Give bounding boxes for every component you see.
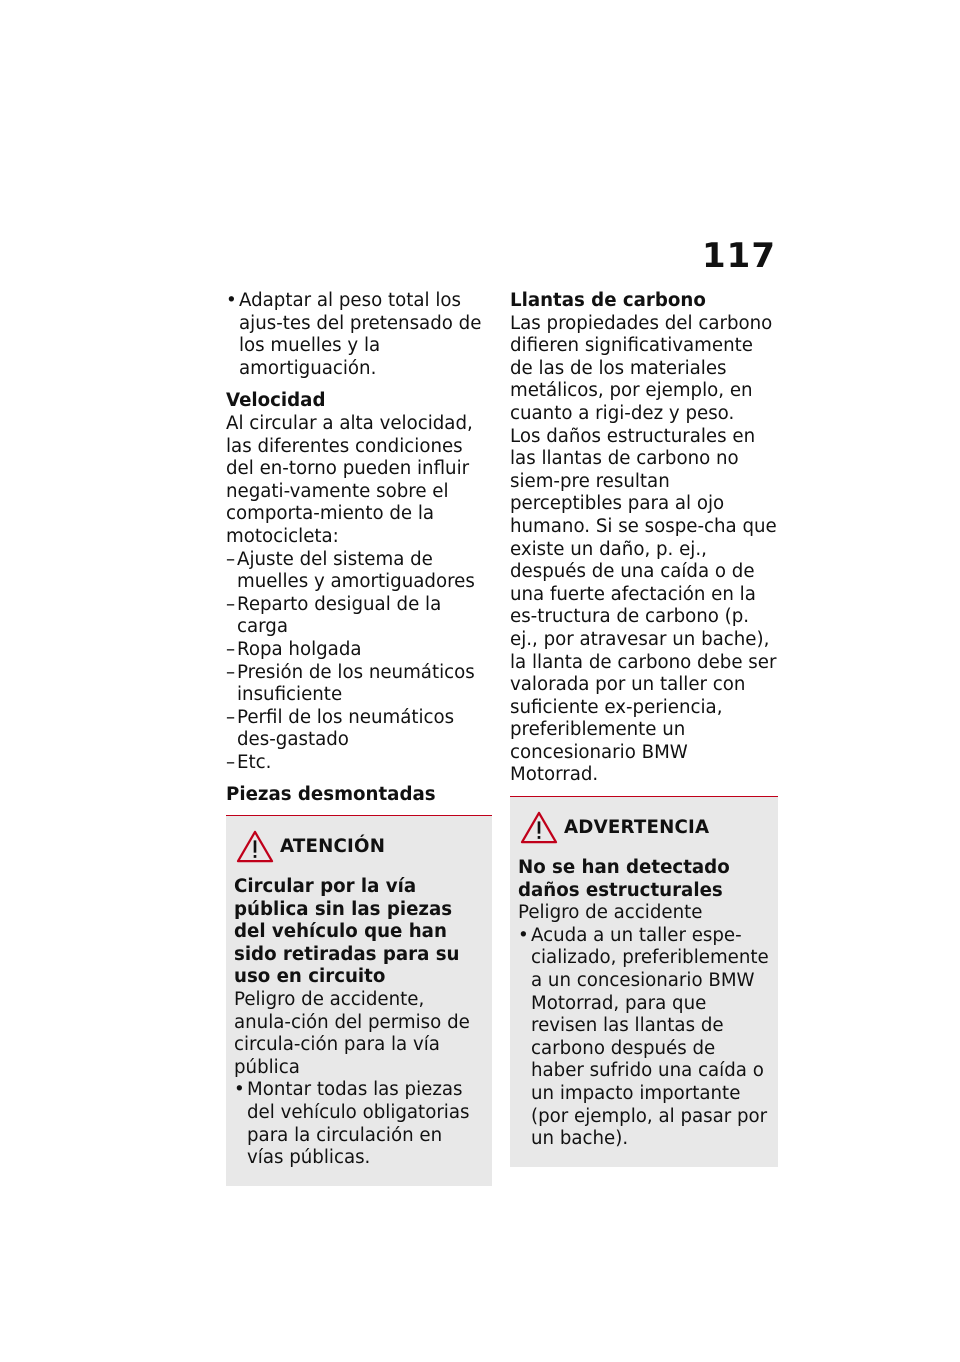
list-item: • Montar todas las piezas del vehículo obligatorias para la circulación en vías públicas.: [234, 1079, 484, 1169]
list-item: – Perfil de los neumáticos des-gastado: [226, 706, 455, 751]
list-item: – Ropa holgada: [226, 638, 362, 660]
warning-triangle-icon: [520, 811, 558, 845]
velocidad-list: [226, 549, 492, 775]
warning-triangle-icon: [236, 830, 274, 864]
list-item: – Presión de los neumáticos insuficiente: [226, 661, 475, 706]
section-heading-piezas: Piezas desmontadas: [226, 784, 436, 806]
list-item: • Acuda a un taller espe-cializado, preferiblemente a un concesionario BMW Motorrad, para que revisen las llantas de carbono después de haber sufrido una caída o un impacto importante (por ejemplo, al pasar por un bache).: [518, 924, 769, 1150]
warning-text: Peligro de accidente, anula-ción del permiso de circula-ción para la vía pública: [234, 989, 470, 1078]
bullet-dot: •: [226, 290, 237, 311]
section-heading-llantas: Llantas de carbono: [510, 290, 706, 311]
list-item: – Reparto desigual de la carga: [226, 593, 442, 638]
list-item: [226, 290, 492, 380]
warning-title: No se han detectado daños estructurales: [518, 857, 730, 901]
list-item: – Etc.: [226, 751, 272, 773]
page-number: 117: [702, 236, 776, 276]
llantas-para-2: Los daños estructurales en las llantas de carbono no siem-pre resultan perceptibles para al ojo humano. Si se sospe-cha que existe un daño, p. ej., después de una caída o de una fuerte afectación en la es-tructura de carbono (p. ej., por atravesar un bache), la llanta de carbono debe ser valorada por un taller con suficiente ex-periencia, preferiblemente un concesionario BMW Motorrad.: [510, 425, 777, 786]
warning-box-atencion: [226, 816, 492, 1186]
list-item: – Ajuste del sistema de muelles y amortiguadores: [226, 548, 475, 593]
velocidad-text: Al circular a alta velocidad, las diferentes condiciones del en-torno pueden influir negati-vamente sobre el comporta-miento de la motocicleta:: [226, 412, 473, 547]
section-heading-velocidad: Velocidad: [226, 390, 326, 412]
right-column: [510, 290, 778, 1167]
intro-bullet-text: Adaptar al peso total los ajus-tes del pretensado de los muelles y la amortiguación.: [239, 290, 482, 379]
warning-bullet-text: Montar todas las piezas del vehículo obligatorias para la circulación en vías públicas.: [247, 1079, 470, 1169]
left-column: [226, 290, 492, 1186]
warning-box-advertencia: [510, 797, 778, 1167]
warning-title: Circular por la vía pública sin las piezas del vehículo que han sido retiradas para su uso en circuito: [234, 876, 460, 988]
warning-label: ATENCIÓN: [280, 835, 386, 857]
llantas-para-1: Las propiedades del carbono difieren significativamente de las de los materiales metálicos, por ejemplo, en cuanto a rigi-dez y peso.: [510, 312, 773, 424]
warning-text: Peligro de accidente: [518, 902, 703, 924]
warning-label: ADVERTENCIA: [564, 816, 710, 838]
warning-bullet-text: Acuda a un taller espe-cializado, preferiblemente a un concesionario BMW Motorrad, para que revisen las llantas de carbono después de haber sufrido una caída o un impacto importante (por ejemplo, al pasar por un bache).: [531, 924, 769, 1150]
